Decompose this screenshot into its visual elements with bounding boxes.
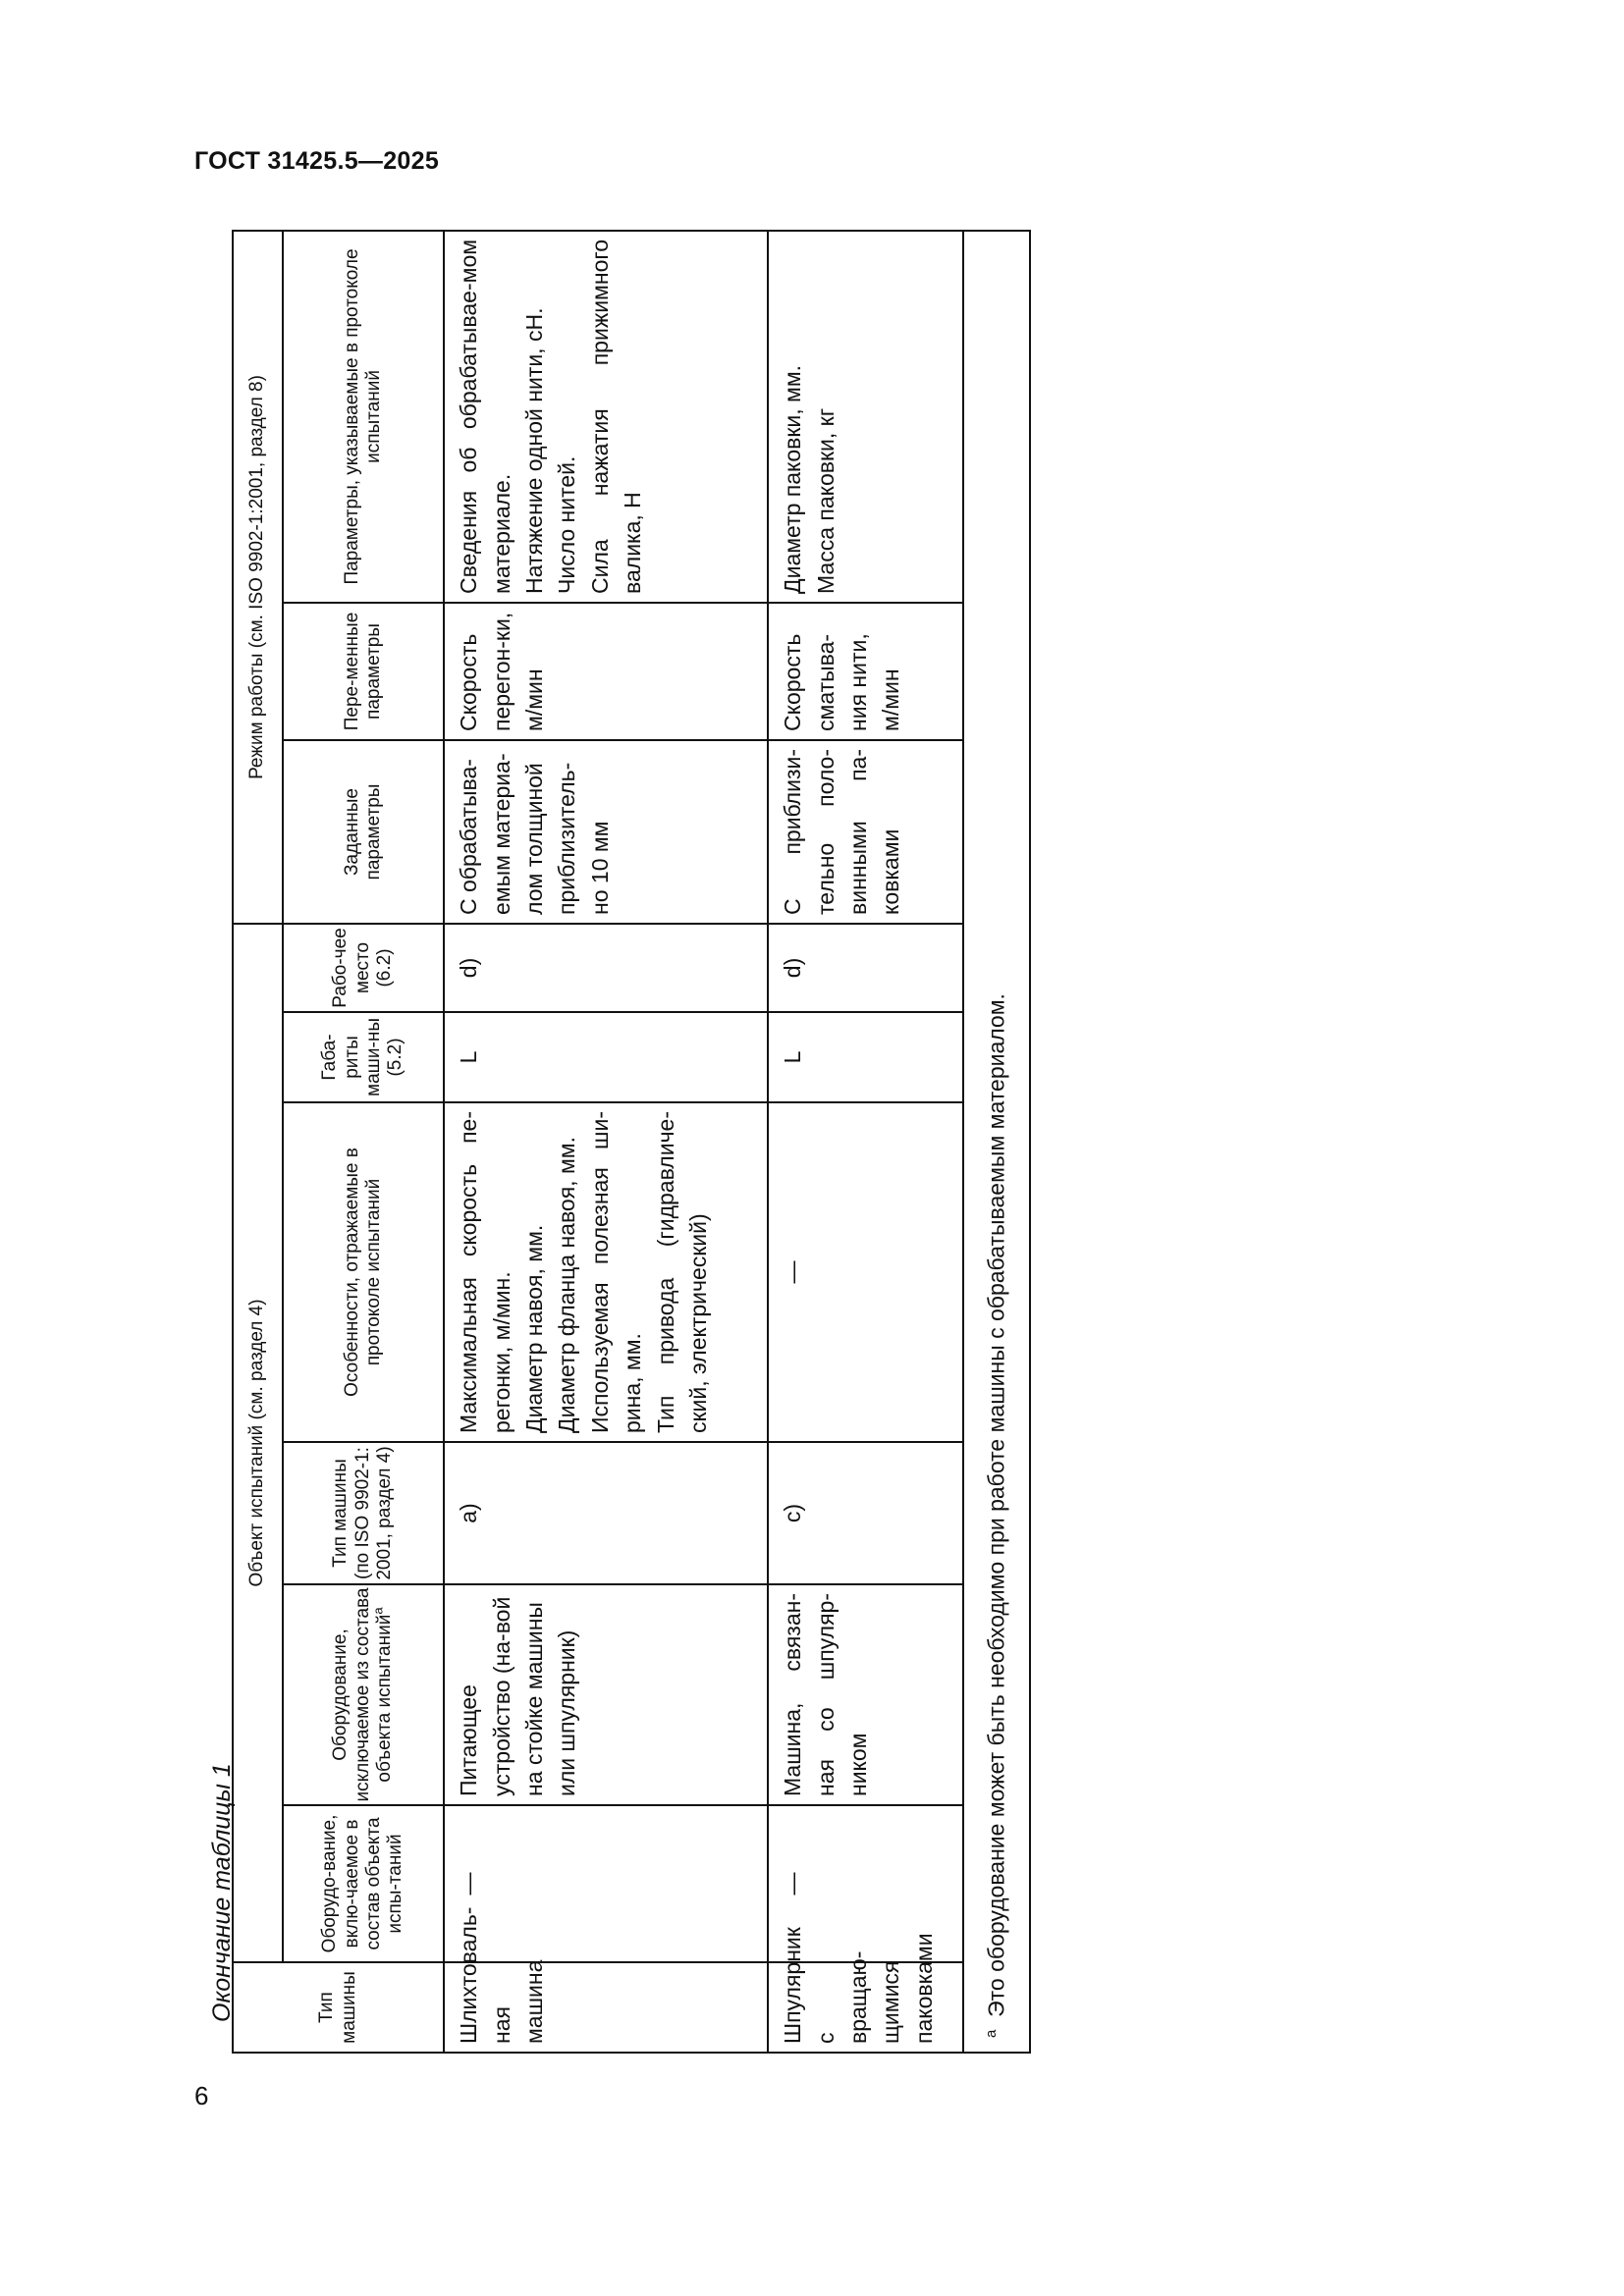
cell-machine-type: Шлихтоваль-ная машина [444, 1962, 768, 2053]
table-row [768, 231, 963, 2053]
report-param-line: Натяжение одной нити, сН. [521, 307, 548, 594]
feature-line: — [780, 1260, 806, 1284]
cell-workplace: d) [768, 924, 963, 1012]
cell-included: — [768, 1805, 963, 1962]
cell-set-params: С приблизи-тельно поло-винными па-ковками [768, 740, 963, 924]
header-features: Особенности, отражаемые в протоколе испытаний [283, 1102, 445, 1442]
feature-line: Используемая полезная ши-рина, мм. [586, 1111, 646, 1433]
cell-set-params: С обрабатыва-емым материа-лом толщиной приблизитель-но 10 мм [444, 740, 768, 924]
table-footnote [963, 231, 1030, 2053]
report-param-line: Диаметр паковки, мм. [780, 364, 806, 594]
feature-line: Диаметр фланца навоя, мм. [554, 1137, 580, 1433]
feature-line: Диаметр навоя, мм. [521, 1224, 548, 1433]
report-param-line: Сила нажатия прижимного валика, Н [586, 239, 646, 594]
cell-variable-params: Скорость сматыва-ния нити, м/мин [768, 603, 963, 740]
cell-report-params [768, 231, 963, 603]
page-number: 6 [194, 2081, 209, 2110]
report-param-line: Число нитей. [554, 455, 580, 594]
header-machine-type: Тип машины [233, 1962, 444, 2053]
header-excluded-footnote-mark: a [370, 1607, 386, 1615]
header-report-params: Параметры, указываемые в протоколе испытаний [283, 231, 445, 603]
rotated-table-container [232, 232, 1031, 2054]
feature-line: Максимальная скорость пе-регонки, м/мин. [456, 1111, 514, 1433]
cell-iso-type: a) [444, 1442, 768, 1584]
cell-excluded: Питающее устройство (на-вой на стойке машины или шпулярник) [444, 1584, 768, 1805]
header-group-test-object: Объект испытаний (см. раздел 4) [233, 924, 283, 1962]
table-footnote-row [963, 231, 1030, 2053]
cell-report-params [444, 231, 768, 603]
cell-excluded: Машина, связан-ная со шпуляр-ником [768, 1584, 963, 1805]
cell-machine-type: Шпулярник с вращаю-щимися паковками [768, 1962, 963, 2053]
document-code: ГОСТ 31425.5—2025 [194, 147, 440, 175]
cell-variable-params: Скорость перегон-ки, м/мин [444, 603, 768, 740]
header-workplace: Рабо-чее место (6.2) [283, 924, 445, 1012]
cell-features [768, 1102, 963, 1442]
header-excluded-label: Оборудование, исключаемое из состава объекта испытаний [330, 1587, 396, 1802]
header-machine-type-iso: Тип машины (по ISO 9902-1: 2001, раздел 4) [283, 1442, 445, 1584]
header-group-operating-mode: Режим работы (см. ISO 9902-1:2001, раздел 8) [233, 231, 283, 924]
header-set-params: Заданные параметры [283, 740, 445, 924]
table-row [444, 231, 768, 2053]
report-param-line: Масса паковки, кг [812, 407, 839, 594]
cell-iso-type: c) [768, 1442, 963, 1584]
header-excluded-equipment [283, 1584, 445, 1805]
header-included-equipment: Оборудо-вание, вклю-чаемое в состав объекта испы-таний [283, 1805, 445, 1962]
machine-test-table [232, 230, 1031, 2054]
cell-features [444, 1102, 768, 1442]
cell-workplace: d) [444, 924, 768, 1012]
report-param-line: Сведения об обрабатывае-мом материале. [456, 239, 514, 594]
footnote-mark: a [983, 2029, 1001, 2038]
cell-included: — [444, 1805, 768, 1962]
table-caption: Окончание таблицы 1 [208, 1763, 236, 2022]
header-dimensions: Габа-риты маши-ны (5.2) [283, 1012, 445, 1102]
header-variable-params: Пере-менные параметры [283, 603, 445, 740]
footnote-text: Это оборудование может быть необходимо при работе машины с обрабатываемым материалом. [983, 993, 1009, 2017]
feature-line: Тип привода (гидравличе-ский, электрический) [652, 1111, 711, 1433]
cell-dimensions: L [444, 1012, 768, 1102]
cell-dimensions: L [768, 1012, 963, 1102]
